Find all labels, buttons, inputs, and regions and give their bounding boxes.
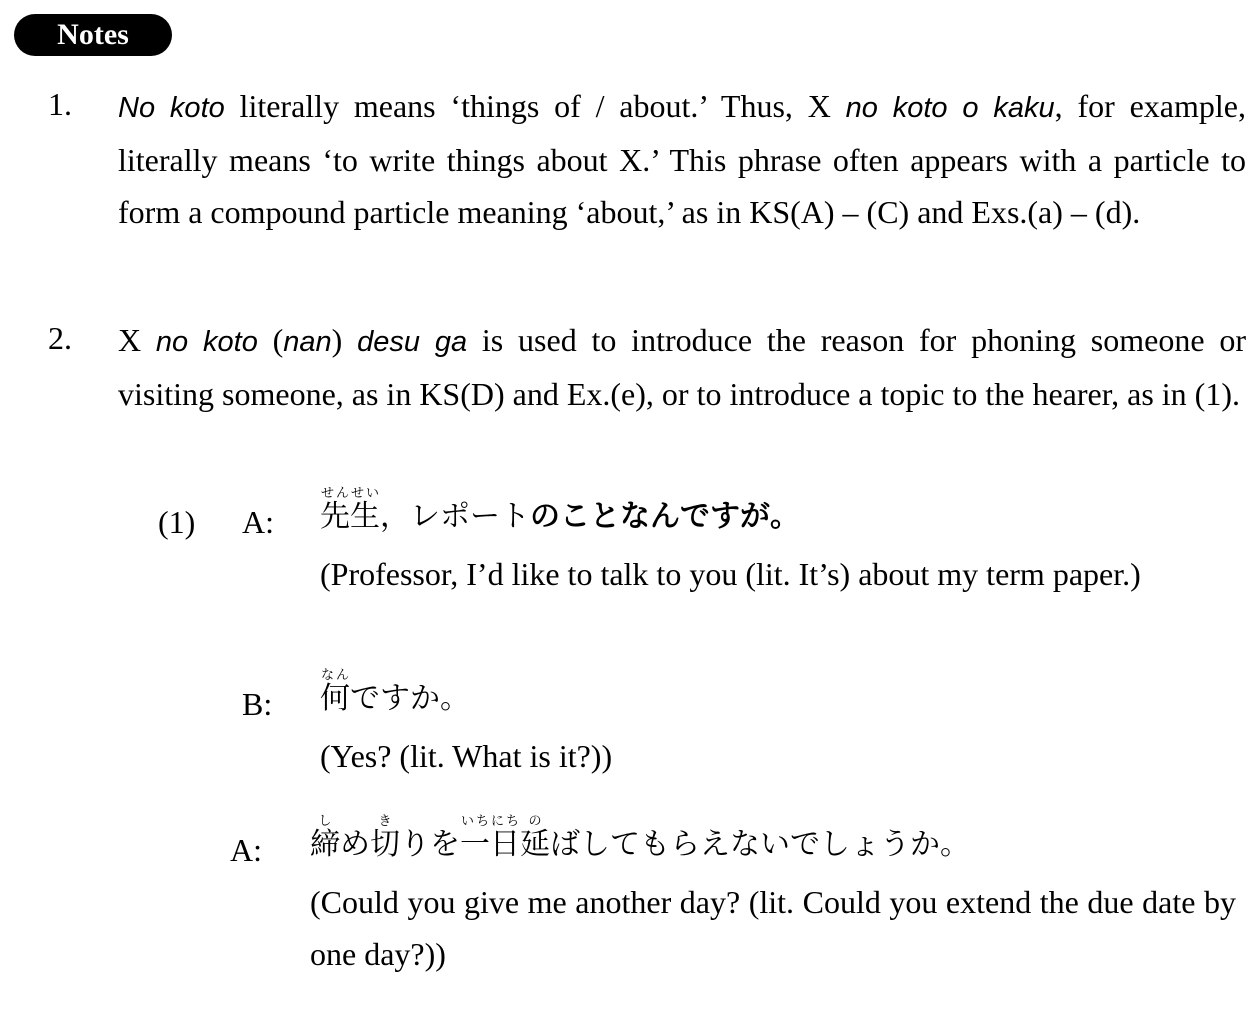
furigana-ki: き: [370, 814, 400, 829]
note-2-text: [118, 314, 1246, 420]
japanese-text: ，レポート: [380, 499, 530, 534]
note-1-segment: , for example, literally means ‘to write things about X.’ This phrase often appears with a particle to form a compound particle meaning ‘about,’ as in KS(A) – (C) and Exs.(a) – (d).: [118, 88, 1246, 230]
example-number: (1): [158, 504, 196, 540]
term-desu-ga: desu ga: [357, 326, 468, 358]
japanese-text-bold: のことなんですが。: [530, 499, 800, 534]
example-line-2-translation: (Yes? (lit. What is it?)): [320, 738, 613, 774]
japanese-text: ばしてもらえないでしょうか。: [550, 827, 970, 862]
note-2-segment: (: [257, 322, 284, 358]
kanji-nan: 何: [320, 681, 350, 716]
example-line-3-japanese: [310, 814, 970, 863]
notes-badge: Notes: [14, 14, 172, 56]
note-2-segment: X: [118, 322, 156, 358]
furigana-sensei: せんせい: [320, 486, 380, 501]
note-1-text: [118, 80, 1246, 238]
example-line-1-translation: (Professor, I’d like to talk to you (lit. It’s) about my term paper.): [320, 556, 1141, 592]
japanese-text: め: [340, 827, 370, 862]
kanji-ichinichi: 一日: [460, 827, 520, 862]
speaker-b-label: B:: [242, 686, 273, 722]
example-line-3-translation: (Could you give me another day? (lit. Could you extend the due date by one day?)): [310, 884, 1236, 972]
kanji-kiri: 切: [370, 827, 400, 862]
note-1-number: 1.: [48, 86, 72, 122]
term-nan: nan: [283, 326, 332, 358]
kanji-sensei: 先生: [320, 499, 380, 534]
example-line-2-japanese: [320, 668, 470, 717]
term-no-koto-o-kaku: no koto o kaku: [845, 92, 1055, 124]
japanese-text: りを: [400, 827, 460, 862]
term-no-koto: No koto: [118, 92, 225, 124]
term-no-koto: no koto: [155, 326, 258, 358]
speaker-a-label: A:: [242, 504, 274, 540]
note-2-segment: is used to introduce the reason for phoning someone or visiting someone, as in KS(D) and Ex.(e), or to introduce a topic to the hearer, as in (1).: [118, 322, 1247, 412]
note-1-segment: literally means ‘things of / about.’ Thus, X: [224, 88, 846, 124]
example-line-1-japanese: [320, 486, 800, 535]
speaker-a-label: A:: [230, 832, 262, 868]
note-2-number: 2.: [48, 320, 72, 356]
japanese-text: ですか。: [350, 681, 470, 716]
furigana-ichinichi: いちにち: [460, 814, 520, 829]
furigana-shi: し: [310, 814, 340, 829]
furigana-nan: なん: [320, 668, 350, 683]
kanji-shime: 締: [310, 827, 340, 862]
note-2-segment: ): [331, 322, 358, 358]
kanji-nobasu: 延: [520, 827, 550, 862]
furigana-no: の: [520, 814, 550, 829]
